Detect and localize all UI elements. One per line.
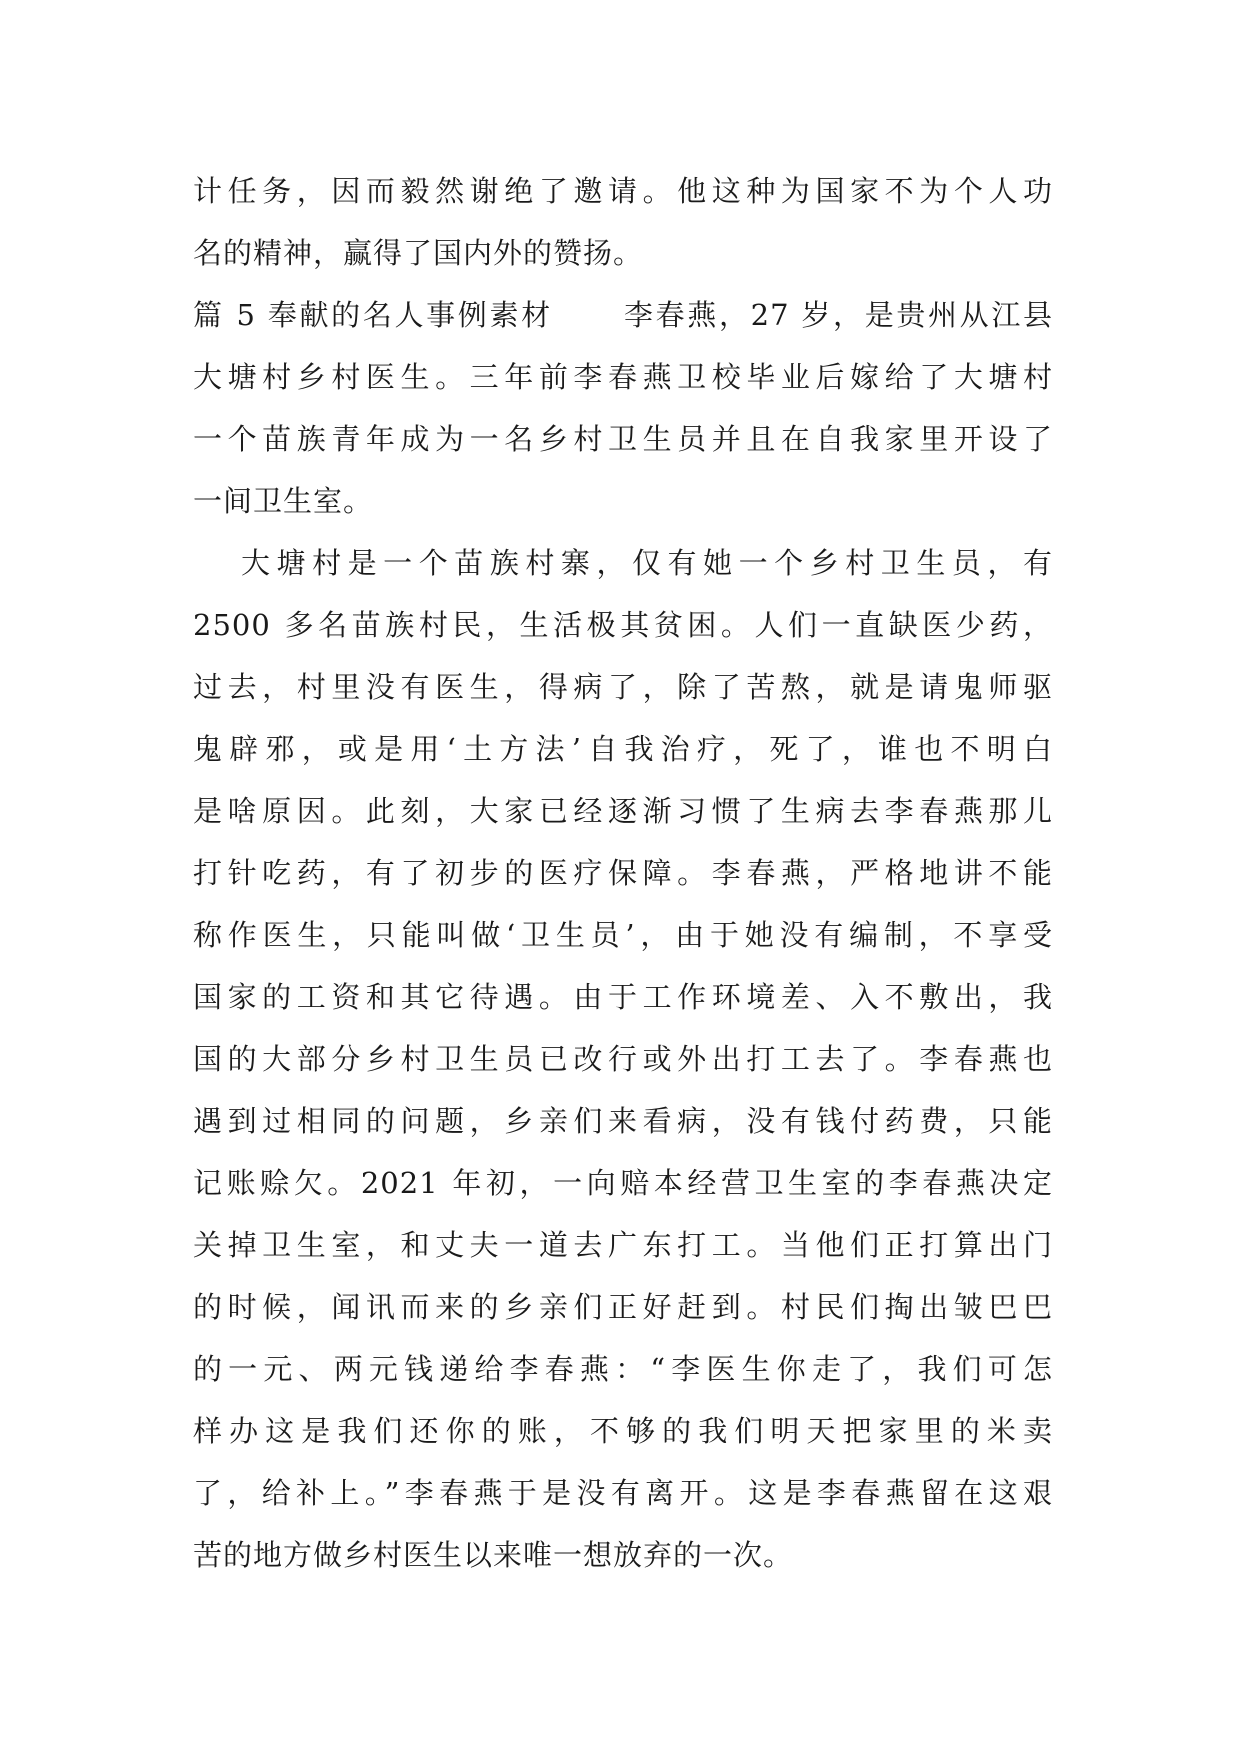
text-line: 大塘村乡村医生。三年前李春燕卫校毕业后嫁给了大塘村 bbox=[193, 360, 1053, 394]
text-line: 的时候，闻讯而来的乡亲们正好赶到。村民们掏出皱巴巴 bbox=[193, 1290, 1053, 1324]
text-line: 是啥原因。此刻，大家已经逐渐习惯了生病去李春燕那儿 bbox=[193, 794, 1053, 828]
text-line: 2500 多名苗族村民，生活极其贫困。人们一直缺医少药， bbox=[193, 608, 1053, 642]
text-line: 遇到过相同的问题，乡亲们来看病，没有钱付药费，只能 bbox=[193, 1104, 1053, 1138]
text-line: 打针吃药，有了初步的医疗保障。李春燕，严格地讲不能 bbox=[193, 856, 1053, 890]
text-line: 一个苗族青年成为一名乡村卫生员并且在自我家里开设了 bbox=[193, 422, 1053, 456]
text-line: 记账赊欠。2021 年初，一向赔本经营卫生室的李春燕决定 bbox=[193, 1166, 1053, 1200]
text-line: 关掉卫生室，和丈夫一道去广东打工。当他们正打算出门 bbox=[193, 1228, 1053, 1262]
text-line: 一间卫生室。 bbox=[193, 484, 374, 518]
text-line: 称作医生，只能叫做‘卫生员’，由于她没有编制，不享受 bbox=[193, 918, 1053, 952]
text-line: 的一元、两元钱递给李春燕：“李医生你走了，我们可怎 bbox=[193, 1352, 1053, 1386]
text-line: 鬼辟邪，或是用‘土方法’自我治疗，死了，谁也不明白 bbox=[193, 732, 1053, 766]
text-line: 计任务，因而毅然谢绝了邀请。他这种为国家不为个人功 bbox=[193, 174, 1053, 208]
text-line: 苦的地方做乡村医生以来唯一想放弃的一次。 bbox=[193, 1538, 794, 1572]
text-line: 国的大部分乡村卫生员已改行或外出打工去了。李春燕也 bbox=[193, 1042, 1053, 1076]
text-line: 了，给补上。”李春燕于是没有离开。这是李春燕留在这艰 bbox=[193, 1476, 1053, 1510]
text-line: 名的精神，赢得了国内外的赞扬。 bbox=[193, 236, 644, 270]
text-line: 国家的工资和其它待遇。由于工作环境差、入不敷出，我 bbox=[193, 980, 1053, 1014]
text-line: 样办这是我们还你的账，不够的我们明天把家里的米卖 bbox=[193, 1414, 1053, 1448]
text-line: 大塘村是一个苗族村寨，仅有她一个乡村卫生员，有 bbox=[241, 546, 1053, 580]
text-line: 篇 5 奉献的名人事例素材 李春燕，27 岁，是贵州从江县 bbox=[193, 298, 1053, 332]
document-body bbox=[193, 160, 1053, 1586]
text-line: 过去，村里没有医生，得病了，除了苦熬，就是请鬼师驱 bbox=[193, 670, 1053, 704]
